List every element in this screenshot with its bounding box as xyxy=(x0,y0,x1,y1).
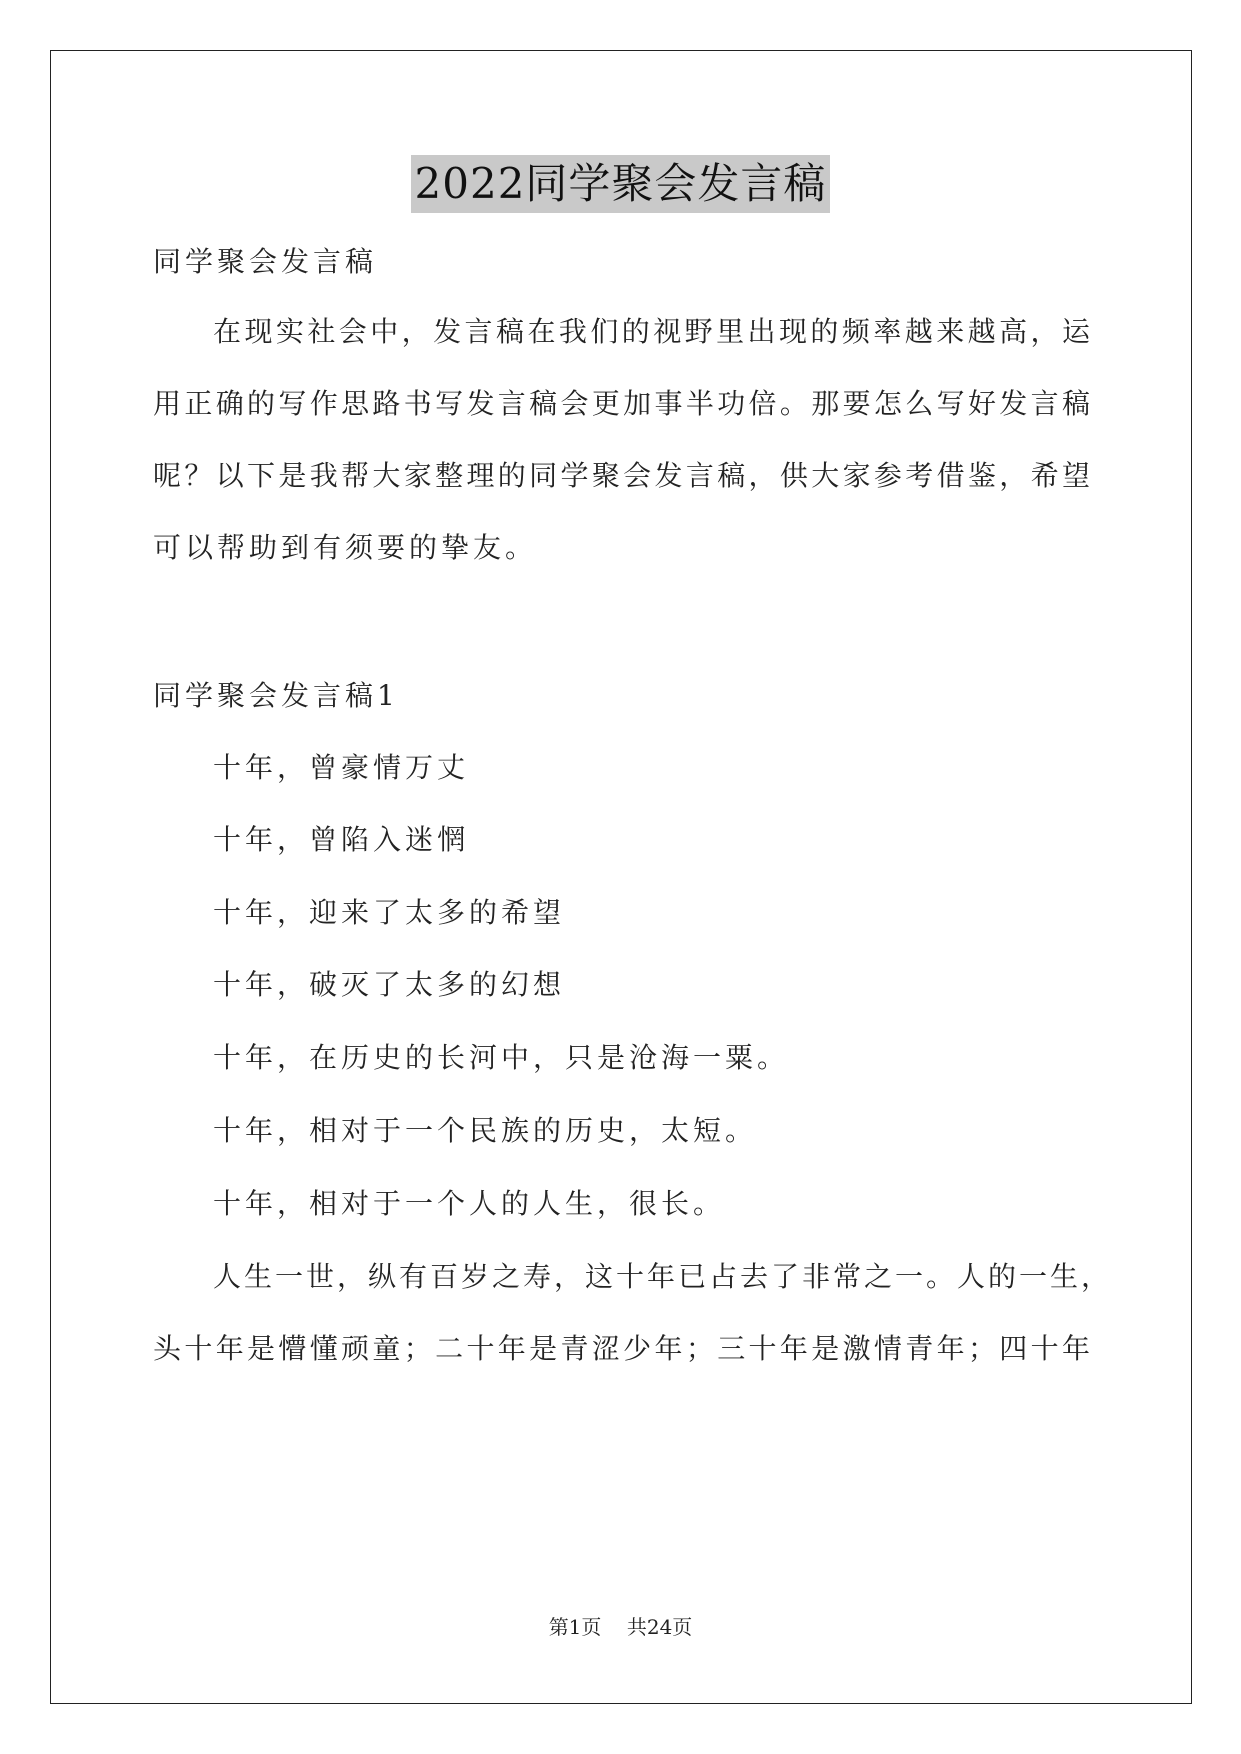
page-border xyxy=(50,50,1192,1704)
verse-line: 十年，在历史的长河中，只是沧海一粟。 xyxy=(213,1041,790,1074)
intro-line: 可以帮助到有须要的挚友。 xyxy=(153,531,538,564)
page-number: 第1页 xyxy=(548,1615,602,1639)
document-title: 2022同学聚会发言稿 xyxy=(411,155,831,213)
verse-line: 十年，破灭了太多的幻想 xyxy=(213,968,566,1001)
page-total: 共24页 xyxy=(626,1615,693,1639)
intro-line: 在现实社会中，发言稿在我们的视野里出现的频率越来越高，运 xyxy=(213,315,1093,348)
document-heading: 同学聚会发言稿 xyxy=(153,245,378,278)
intro-line: 用正确的写作思路书写发言稿会更加事半功倍。那要怎么写好发言稿 xyxy=(153,387,1093,420)
body-line: 头十年是懵懂顽童；二十年是青涩少年；三十年是激情青年；四十年 xyxy=(153,1332,1093,1365)
verse-line: 十年，相对于一个民族的历史，太短。 xyxy=(213,1114,758,1147)
verse-line: 十年，曾豪情万丈 xyxy=(213,751,470,784)
verse-line: 十年，迎来了太多的希望 xyxy=(213,896,566,929)
section-heading: 同学聚会发言稿1 xyxy=(153,679,399,712)
body-line: 人生一世，纵有百岁之寿，这十年已占去了非常之一。人的一生， xyxy=(213,1260,1113,1293)
verse-line: 十年，相对于一个人的人生，很长。 xyxy=(213,1187,726,1220)
page-footer xyxy=(0,1613,1241,1641)
verse-line: 十年，曾陷入迷惘 xyxy=(213,823,470,856)
intro-line: 呢？以下是我帮大家整理的同学聚会发言稿，供大家参考借鉴，希望 xyxy=(153,459,1093,492)
